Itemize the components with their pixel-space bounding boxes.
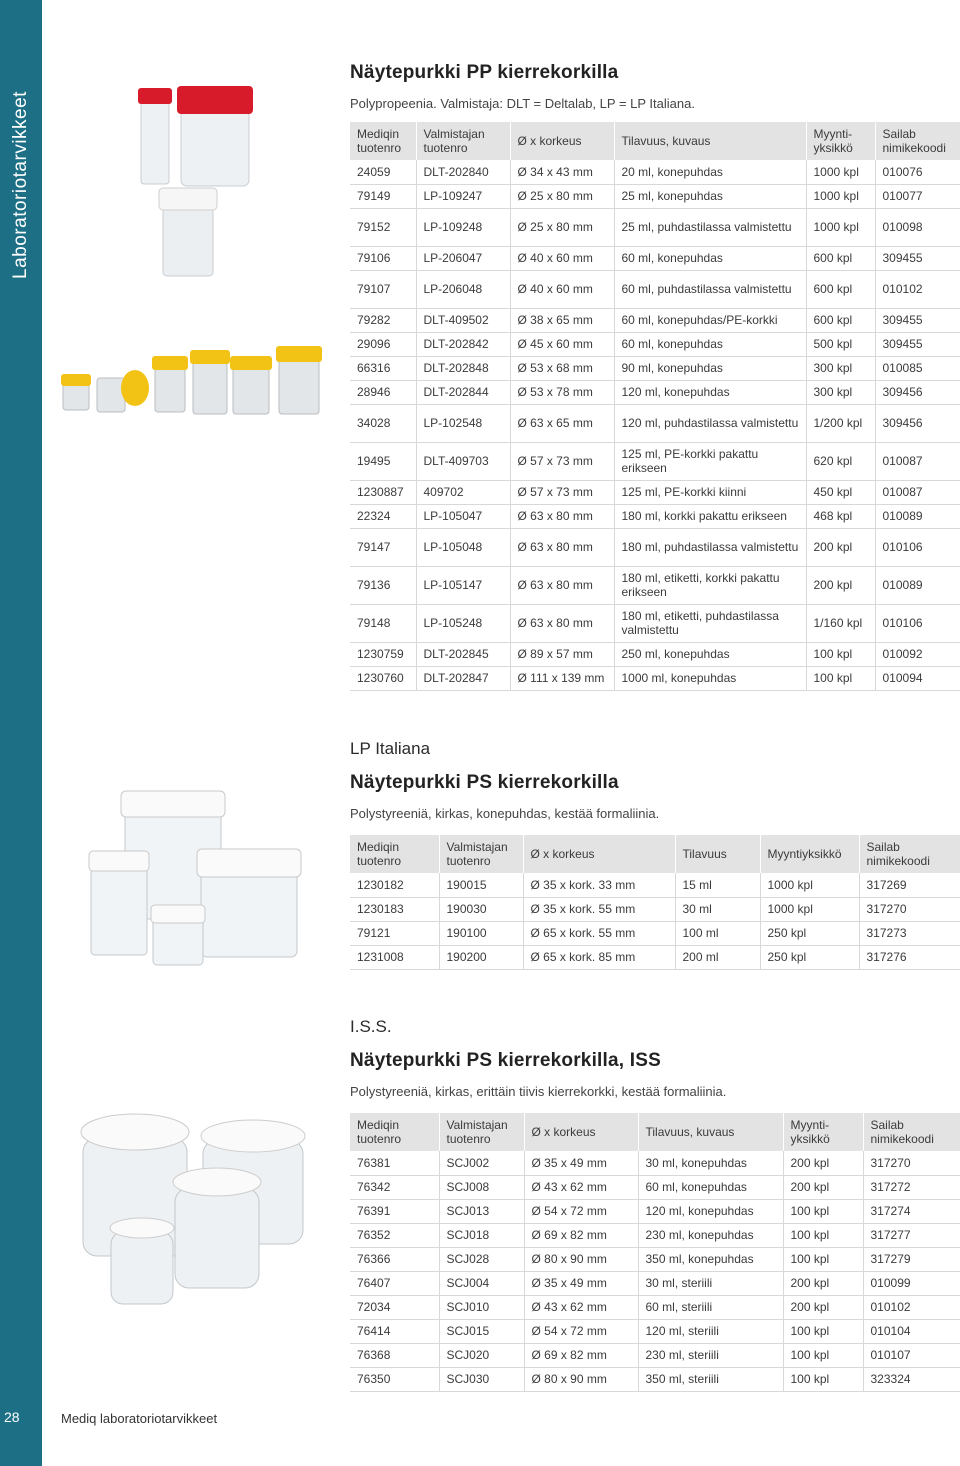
table-cell: Ø 63 x 80 mm	[510, 566, 614, 604]
table-cell: 76414	[350, 1319, 439, 1343]
table-cell: Ø 89 x 57 mm	[510, 642, 614, 666]
section2-brand: LP Italiana	[350, 739, 431, 758]
table-cell: 200 kpl	[806, 566, 875, 604]
section2-title: Näytepurkki PS kierrekorkilla	[350, 772, 619, 793]
table-cell: 600 kpl	[806, 308, 875, 332]
table-cell: 76391	[350, 1199, 439, 1223]
table-cell: Ø 40 x 60 mm	[510, 270, 614, 308]
table-cell: Ø 80 x 90 mm	[524, 1247, 638, 1271]
table-row	[350, 921, 960, 945]
table-cell: 010106	[875, 528, 960, 566]
table-row	[350, 1319, 960, 1343]
table-cell: 72034	[350, 1295, 439, 1319]
table-cell: SCJ008	[439, 1175, 524, 1199]
table-cell: 010102	[863, 1295, 960, 1319]
table-cell: 79147	[350, 528, 416, 566]
table-cell: Ø 69 x 82 mm	[524, 1343, 638, 1367]
table-cell: 25 ml, puhdastilassa valmistettu	[614, 208, 806, 246]
table-cell: SCJ010	[439, 1295, 524, 1319]
table-row	[350, 160, 960, 184]
table-cell: SCJ020	[439, 1343, 524, 1367]
table-row	[350, 642, 960, 666]
table-cell: 180 ml, puhdastilassa valmistettu	[614, 528, 806, 566]
table-cell: 1230887	[350, 480, 416, 504]
table-cell: 190030	[439, 897, 523, 921]
table-cell: DLT-202842	[416, 332, 510, 356]
table-cell: 100 kpl	[806, 666, 875, 690]
table-cell: Ø 35 x 49 mm	[524, 1271, 638, 1295]
table-cell: DLT-409703	[416, 442, 510, 480]
section2-subtitle: Polystyreeniä, kirkas, konepuhdas, kestää formaliinia.	[350, 806, 660, 821]
table-cell: 010098	[875, 208, 960, 246]
table-cell: 79148	[350, 604, 416, 642]
table-cell: Ø 63 x 65 mm	[510, 404, 614, 442]
col-header: Ø x korkeus	[510, 122, 614, 160]
table-cell: Ø 34 x 43 mm	[510, 160, 614, 184]
table-cell: 300 kpl	[806, 356, 875, 380]
table-cell: 20 ml, konepuhdas	[614, 160, 806, 184]
table-cell: Ø 57 x 73 mm	[510, 480, 614, 504]
table-cell: SCJ004	[439, 1271, 524, 1295]
table-cell: 24059	[350, 160, 416, 184]
table-cell: 180 ml, etiketti, korkki pakattu erikseen	[614, 566, 806, 604]
section3-title: Näytepurkki PS kierrekorkilla, ISS	[350, 1050, 661, 1071]
section1-body	[350, 160, 960, 690]
table-cell: 250 kpl	[760, 945, 859, 969]
table-cell: 15 ml	[675, 873, 760, 897]
table-row	[350, 1223, 960, 1247]
table-cell: 79106	[350, 246, 416, 270]
table-cell: Ø 63 x 80 mm	[510, 528, 614, 566]
table-cell: DLT-202848	[416, 356, 510, 380]
table-cell: 010087	[875, 480, 960, 504]
table-cell: 100 kpl	[783, 1199, 863, 1223]
table-cell: 200 kpl	[806, 528, 875, 566]
col-header: Tilavuus, kuvaus	[638, 1113, 783, 1151]
table-cell: 010092	[875, 642, 960, 666]
table-cell: 309455	[875, 246, 960, 270]
table-cell: 317277	[863, 1223, 960, 1247]
table-cell: 76407	[350, 1271, 439, 1295]
table-cell: DLT-202844	[416, 380, 510, 404]
table-cell: SCJ030	[439, 1367, 524, 1391]
table-row	[350, 1271, 960, 1295]
table-cell: Ø 43 x 62 mm	[524, 1175, 638, 1199]
table-row	[350, 1367, 960, 1391]
table-cell: 200 kpl	[783, 1151, 863, 1175]
table-cell: 010104	[863, 1319, 960, 1343]
table-header-row	[350, 1113, 960, 1151]
col-header: Mediqin tuotenro	[350, 1113, 439, 1151]
table-cell: 010094	[875, 666, 960, 690]
table-cell: 600 kpl	[806, 270, 875, 308]
table-cell: 125 ml, PE-korkki kiinni	[614, 480, 806, 504]
table-cell: 100 kpl	[783, 1247, 863, 1271]
table-cell: SCJ028	[439, 1247, 524, 1271]
table-cell: 79107	[350, 270, 416, 308]
table-row	[350, 1247, 960, 1271]
table-cell: 76342	[350, 1175, 439, 1199]
col-header: Valmistajan tuotenro	[416, 122, 510, 160]
table-cell: 79149	[350, 184, 416, 208]
table-cell: 317273	[859, 921, 960, 945]
table-row	[350, 308, 960, 332]
table-cell: 180 ml, etiketti, puhdastilassa valmistettu	[614, 604, 806, 642]
table-cell: Ø 80 x 90 mm	[524, 1367, 638, 1391]
col-header: Myyntiyksikkö	[760, 835, 859, 873]
table-cell: LP-105248	[416, 604, 510, 642]
table-cell: Ø 43 x 62 mm	[524, 1295, 638, 1319]
table-cell: 100 kpl	[783, 1319, 863, 1343]
table-cell: 317272	[863, 1175, 960, 1199]
table-row	[350, 566, 960, 604]
table-cell: 317270	[859, 897, 960, 921]
table-cell: 19495	[350, 442, 416, 480]
col-header: Ø x korkeus	[524, 1113, 638, 1151]
table-cell: 468 kpl	[806, 504, 875, 528]
table-cell: 317279	[863, 1247, 960, 1271]
table-cell: 60 ml, konepuhdas	[614, 332, 806, 356]
table-cell: 309455	[875, 308, 960, 332]
section1-title: Näytepurkki PP kierrekorkilla	[350, 62, 619, 83]
table-cell: 010077	[875, 184, 960, 208]
table-cell: 79282	[350, 308, 416, 332]
table-cell: LP-109247	[416, 184, 510, 208]
sidebar	[0, 0, 42, 1466]
col-header: Sailab nimikekoodi	[875, 122, 960, 160]
table-cell: 90 ml, konepuhdas	[614, 356, 806, 380]
col-header: Mediqin tuotenro	[350, 122, 416, 160]
table-cell: 1000 ml, konepuhdas	[614, 666, 806, 690]
table-cell: 600 kpl	[806, 246, 875, 270]
table-cell: 34028	[350, 404, 416, 442]
col-header: Tilavuus, kuvaus	[614, 122, 806, 160]
table-cell: 317274	[863, 1199, 960, 1223]
table-cell: 200 kpl	[783, 1271, 863, 1295]
footer-text: Mediq laboratoriotarvikkeet	[61, 1411, 218, 1426]
table-cell: SCJ015	[439, 1319, 524, 1343]
table-cell: Ø 65 x kork. 55 mm	[523, 921, 675, 945]
table-row	[350, 1295, 960, 1319]
table-cell: Ø 45 x 60 mm	[510, 332, 614, 356]
table-cell: 230 ml, steriili	[638, 1343, 783, 1367]
table-cell: Ø 65 x kork. 85 mm	[523, 945, 675, 969]
table-row	[350, 504, 960, 528]
table-cell: 200 kpl	[783, 1175, 863, 1199]
table-cell: Ø 35 x 49 mm	[524, 1151, 638, 1175]
table-cell: Ø 53 x 68 mm	[510, 356, 614, 380]
table-row	[350, 380, 960, 404]
table-cell: LP-105047	[416, 504, 510, 528]
section3-subtitle: Polystyreeniä, kirkas, erittäin tiivis kierrekorkki, kestää formaliinia.	[350, 1084, 727, 1099]
table-cell: 120 ml, konepuhdas	[638, 1199, 783, 1223]
table-cell: 100 kpl	[783, 1367, 863, 1391]
page-number: 28	[4, 1409, 20, 1425]
table-cell: 010076	[875, 160, 960, 184]
table-cell: 76350	[350, 1367, 439, 1391]
table-cell: 1230759	[350, 642, 416, 666]
table-cell: Ø 53 x 78 mm	[510, 380, 614, 404]
table-cell: 66316	[350, 356, 416, 380]
table-cell: 28946	[350, 380, 416, 404]
table-row	[350, 945, 960, 969]
table-cell: LP-105147	[416, 566, 510, 604]
table-cell: 010102	[875, 270, 960, 308]
table-header-row	[350, 122, 960, 160]
pp-jars-image	[55, 80, 335, 420]
table-cell: 1/200 kpl	[806, 404, 875, 442]
table-cell: Ø 35 x kork. 55 mm	[523, 897, 675, 921]
table-cell: 1/160 kpl	[806, 604, 875, 642]
table-row	[350, 246, 960, 270]
col-header: Tilavuus	[675, 835, 760, 873]
table-cell: 323324	[863, 1367, 960, 1391]
table-row	[350, 480, 960, 504]
table-cell: 29096	[350, 332, 416, 356]
table-row	[350, 1343, 960, 1367]
table-cell: 1231008	[350, 945, 439, 969]
table-cell: 1230760	[350, 666, 416, 690]
table-cell: SCJ013	[439, 1199, 524, 1223]
table-cell: SCJ018	[439, 1223, 524, 1247]
table-cell: 100 kpl	[806, 642, 875, 666]
table-cell: DLT-202840	[416, 160, 510, 184]
table-cell: 620 kpl	[806, 442, 875, 480]
table-cell: 409702	[416, 480, 510, 504]
table-cell: 1230183	[350, 897, 439, 921]
table-cell: 010107	[863, 1343, 960, 1367]
table-cell: 010099	[863, 1271, 960, 1295]
table-cell: 1000 kpl	[760, 897, 859, 921]
col-header: Valmistajan tuotenro	[439, 1113, 524, 1151]
table-row	[350, 666, 960, 690]
table-cell: 200 kpl	[783, 1295, 863, 1319]
table-cell: 79121	[350, 921, 439, 945]
col-header: Myynti-yksikkö	[783, 1113, 863, 1151]
table-row	[350, 873, 960, 897]
table-cell: 010106	[875, 604, 960, 642]
table-cell: 350 ml, konepuhdas	[638, 1247, 783, 1271]
col-header: Ø x korkeus	[523, 835, 675, 873]
table-row	[350, 208, 960, 246]
table-row	[350, 442, 960, 480]
table-cell: LP-109248	[416, 208, 510, 246]
table-cell: DLT-202845	[416, 642, 510, 666]
table-cell: 120 ml, konepuhdas	[614, 380, 806, 404]
col-header: Sailab nimikekoodi	[863, 1113, 960, 1151]
table-cell: DLT-409502	[416, 308, 510, 332]
table-cell: 309456	[875, 380, 960, 404]
table-cell: Ø 25 x 80 mm	[510, 184, 614, 208]
ps-jars-image	[85, 785, 315, 970]
section1-subtitle: Polypropeenia. Valmistaja: DLT = Deltalab, LP = LP Italiana.	[350, 96, 695, 111]
table-cell: 79152	[350, 208, 416, 246]
table-row	[350, 1199, 960, 1223]
table-cell: 317270	[863, 1151, 960, 1175]
table-cell: 100 kpl	[783, 1223, 863, 1247]
table-cell: 60 ml, konepuhdas	[614, 246, 806, 270]
table-cell: 317276	[859, 945, 960, 969]
sidebar-title: Laboratoriotarvikkeet	[10, 91, 31, 279]
section2-body	[350, 873, 960, 969]
table-cell: 60 ml, konepuhdas/PE-korkki	[614, 308, 806, 332]
table-cell: 190200	[439, 945, 523, 969]
table-cell: 76368	[350, 1343, 439, 1367]
table-cell: 309456	[875, 404, 960, 442]
section1-table	[350, 122, 960, 691]
table-cell: 125 ml, PE-korkki pakattu erikseen	[614, 442, 806, 480]
table-cell: 230 ml, konepuhdas	[638, 1223, 783, 1247]
table-cell: Ø 35 x kork. 33 mm	[523, 873, 675, 897]
table-cell: 1000 kpl	[806, 184, 875, 208]
table-cell: 120 ml, steriili	[638, 1319, 783, 1343]
table-cell: 010089	[875, 504, 960, 528]
table-cell: 190100	[439, 921, 523, 945]
table-cell: 1000 kpl	[760, 873, 859, 897]
table-cell: 300 kpl	[806, 380, 875, 404]
table-row	[350, 184, 960, 208]
table-cell: 79136	[350, 566, 416, 604]
table-cell: Ø 57 x 73 mm	[510, 442, 614, 480]
table-cell: 250 kpl	[760, 921, 859, 945]
table-row	[350, 528, 960, 566]
table-cell: 500 kpl	[806, 332, 875, 356]
col-header: Valmistajan tuotenro	[439, 835, 523, 873]
table-cell: Ø 25 x 80 mm	[510, 208, 614, 246]
table-cell: 60 ml, steriili	[638, 1295, 783, 1319]
table-cell: Ø 63 x 80 mm	[510, 604, 614, 642]
table-cell: Ø 54 x 72 mm	[524, 1319, 638, 1343]
table-cell: 30 ml, konepuhdas	[638, 1151, 783, 1175]
section3-table	[350, 1113, 960, 1392]
table-cell: SCJ002	[439, 1151, 524, 1175]
table-cell: LP-206048	[416, 270, 510, 308]
table-cell: 76381	[350, 1151, 439, 1175]
table-cell: 30 ml	[675, 897, 760, 921]
table-cell: 350 ml, steriili	[638, 1367, 783, 1391]
table-row	[350, 897, 960, 921]
col-header: Myynti-yksikkö	[806, 122, 875, 160]
table-cell: 60 ml, puhdastilassa valmistettu	[614, 270, 806, 308]
table-cell: Ø 38 x 65 mm	[510, 308, 614, 332]
table-cell: Ø 111 x 139 mm	[510, 666, 614, 690]
table-cell: 010089	[875, 566, 960, 604]
table-cell: 76352	[350, 1223, 439, 1247]
table-cell: 180 ml, korkki pakattu erikseen	[614, 504, 806, 528]
table-cell: 1000 kpl	[806, 160, 875, 184]
table-cell: 010085	[875, 356, 960, 380]
table-cell: 1230182	[350, 873, 439, 897]
table-cell: 1000 kpl	[806, 208, 875, 246]
iss-jars-image	[75, 1108, 315, 1318]
table-cell: 317269	[859, 873, 960, 897]
table-cell: LP-105048	[416, 528, 510, 566]
table-cell: Ø 69 x 82 mm	[524, 1223, 638, 1247]
section2-table	[350, 835, 960, 970]
table-cell: 100 ml	[675, 921, 760, 945]
table-cell: 200 ml	[675, 945, 760, 969]
table-row	[350, 404, 960, 442]
table-cell: Ø 63 x 80 mm	[510, 504, 614, 528]
table-cell: 25 ml, konepuhdas	[614, 184, 806, 208]
table-cell: 30 ml, steriili	[638, 1271, 783, 1295]
table-row	[350, 1151, 960, 1175]
table-row	[350, 356, 960, 380]
table-cell: Ø 54 x 72 mm	[524, 1199, 638, 1223]
table-cell: 010087	[875, 442, 960, 480]
table-row	[350, 1175, 960, 1199]
table-cell: 450 kpl	[806, 480, 875, 504]
table-cell: Ø 40 x 60 mm	[510, 246, 614, 270]
col-header: Mediqin tuotenro	[350, 835, 439, 873]
table-cell: DLT-202847	[416, 666, 510, 690]
table-cell: 190015	[439, 873, 523, 897]
table-cell: 250 ml, konepuhdas	[614, 642, 806, 666]
section3-body	[350, 1151, 960, 1391]
table-cell: 309455	[875, 332, 960, 356]
table-cell: 76366	[350, 1247, 439, 1271]
table-cell: 60 ml, konepuhdas	[638, 1175, 783, 1199]
table-header-row	[350, 835, 960, 873]
section3-brand: I.S.S.	[350, 1017, 392, 1036]
col-header: Sailab nimikekoodi	[859, 835, 960, 873]
table-cell: 120 ml, puhdastilassa valmistettu	[614, 404, 806, 442]
table-row	[350, 270, 960, 308]
table-cell: LP-102548	[416, 404, 510, 442]
table-row	[350, 332, 960, 356]
table-cell: 22324	[350, 504, 416, 528]
table-row	[350, 604, 960, 642]
table-cell: 100 kpl	[783, 1343, 863, 1367]
table-cell: LP-206047	[416, 246, 510, 270]
